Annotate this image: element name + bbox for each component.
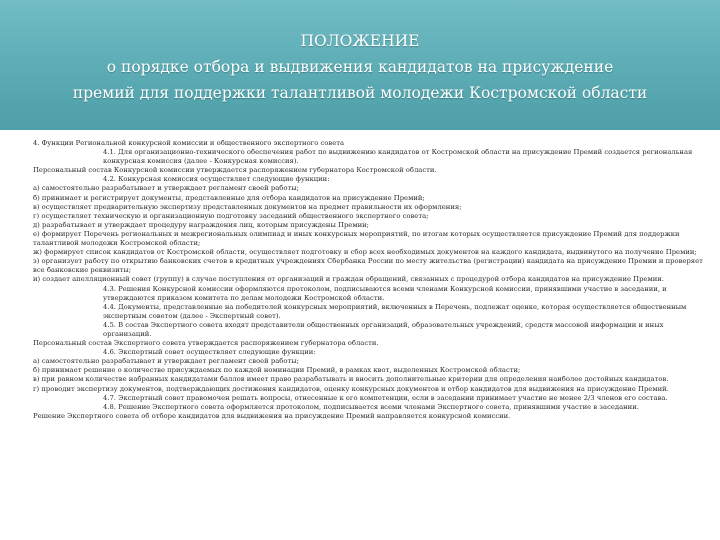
paragraph-4-6: 4.6. Экспертный совет осуществляет следующие функции:: [103, 348, 316, 357]
title-line-1: ПОЛОЖЕНИЕ: [300, 32, 420, 50]
paragraph-4-5: 4.5. В состав Экспертного совета входят представители общественных организаций, образовательных учреждений, средств массовой информации и иных организаций.: [103, 320, 664, 338]
paragraph-4-3: 4.3. Решения Конкурсной комиссии оформляются протоколом, подписываются всеми членами Конкурсной комиссии, принявшими участие в заседании, и утверждаются приказом комитета по делам молодежи Костромской области.: [103, 284, 667, 302]
list-item: б) принимает решение о количестве присуждаемых по каждой номинации Премий, в рамках квот, выделенных Костромской области;: [33, 366, 521, 375]
list-item: г) осуществляет техническую и организационную подготовку заседаний общественного экспертного совета;: [33, 211, 429, 220]
list-item: в) осуществляет предварительную экспертизу представленных документов на предмет правильности их оформления;: [33, 202, 462, 211]
document-body: [33, 139, 705, 421]
list-item: и) создает апелляционный совет (группу) в случае поступления от организаций и граждан обращений, связанных с процедурой отбора кандидатов на присуждение Премии.: [33, 275, 664, 284]
paragraph-4-4: 4.4. Документы, представленные на победителей конкурсных мероприятий, включенных в Перечень, подлежат оценке, которая осуществляется общественным экспертным советом (далее - Экспертный совет).: [103, 302, 687, 320]
list-item: а) самостоятельно разрабатывает и утверждает регламент своей работы;: [33, 357, 299, 366]
slide-title: [0, 28, 720, 106]
list-item: е) формирует Перечень региональных и межрегиональных олимпиад и иных конкурсных мероприятий, по итогам которых осуществляется присуждение Премий для поддержки талантливой молодежи Костромской области;: [33, 229, 680, 248]
paragraph-4-8: 4.8. Решение Экспертного совета оформляется протоколом, подписывается всеми членами Экспертного совета, принявшими участие в заседании.: [103, 402, 639, 411]
list-item: а) самостоятельно разрабатывает и утверждает регламент своей работы;: [33, 184, 299, 193]
section-heading: 4. Функции Региональной конкурсной комиссии и общественного экспертного совета: [33, 139, 345, 147]
list-item: з) организует работу по открытию банковских счетов в кредитных учреждениях Сбербанка России по месту жительства (регистрации) кандидата на присуждение Премии и проверяет все банковские реквизиты;: [33, 257, 703, 275]
paragraph-4-2: 4.2. Конкурсная комиссия осуществляет следующие функции:: [103, 175, 330, 184]
list-item: г) проводит экспертизу документов, подтверждающих достижения кандидатов, оценку конкурсных документов и отбор кандидатов для выдвижения на присуждение Премий.: [33, 384, 669, 393]
paragraph-4-7: 4.7. Экспертный совет правомочен решать вопросы, отнесенные к его компетенции, если в заседании принимает участие не менее 2/3 членов его состава.: [103, 393, 668, 402]
title-line-3: премий для поддержки талантливой молодежи Костромской области: [72, 84, 648, 102]
paragraph: Персональный состав Конкурсной комиссии утверждается распоряжением губернатора Костромской области.: [33, 166, 437, 175]
list-item: ж) формирует список кандидатов от Костромской области, осуществляет подготовку и сбор всех необходимых документов на каждого кандидата, выдвинутого на получение Премии;: [33, 248, 697, 257]
list-item: б) принимает и регистрирует документы, представленные для отбора кандидатов на присуждение Премий;: [33, 193, 425, 202]
title-line-2: о порядке отбора и выдвижения кандидатов на присуждение: [106, 58, 614, 76]
list-item: д) разрабатывает и утверждает процедуру награждения лиц, которым присуждены Премии;: [33, 220, 369, 229]
list-item: в) при равном количестве набранных кандидатами баллов имеет право разрабатывать и вносить дополнительные критерии для определения наиболее достойных кандидатов.: [33, 375, 669, 384]
paragraph-4-1: 4.1. Для организационно-технического обеспечения работ по выдвижению кандидатов от Костромской области на присуждение Премий создается региональная конкурсная комиссия (далее - Конкурсная комиссия).: [103, 148, 693, 166]
paragraph: Персональный состав Экспертного совета утверждается распоряжением губернатора области.: [33, 339, 379, 348]
paragraph: Решение Экспертного совета об отборе кандидатов для выдвижения на присуждение Премий направляется конкурсной комиссии.: [33, 411, 511, 420]
